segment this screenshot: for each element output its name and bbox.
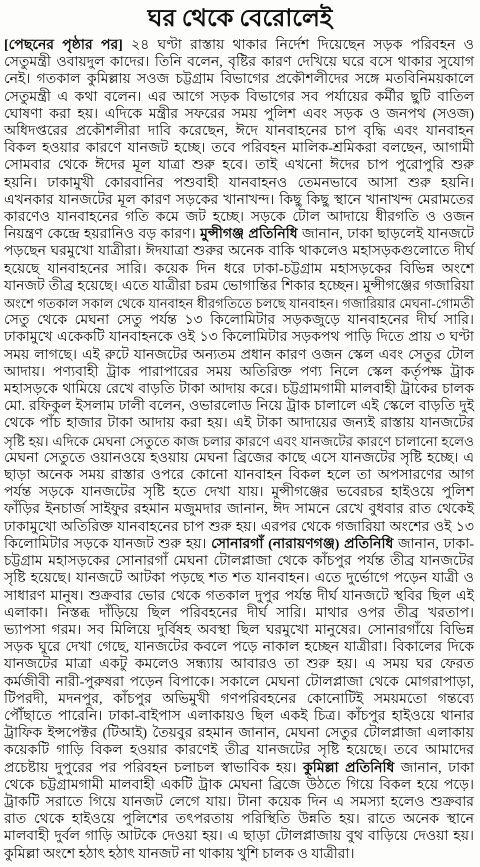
text-segment: চট্টগ্রাম মহাসড়কের সোনারগাঁ মেঘনা টোলপ্লাজা থেকে কাঁচপুর পর্যন্ত তীব্র যানজটের [4, 554, 474, 570]
text-line [4, 777, 474, 794]
text-segment: টিপরদী, মদনপুর, কাঁচপুর অভিমুখী গণপরিবহনের কোনোটিই সময়মতো গন্তব্যে [4, 691, 474, 707]
text-line [4, 106, 474, 123]
text-segment: নেই। গতকাল কুমিল্লায় সওজ চট্টগ্রাম বিভাগের প্রকৌশলীদের সঙ্গে মতবিনিময়কালে [4, 72, 474, 88]
text-line [4, 140, 474, 157]
text-segment: থেকে পাঁচ হাজার টাকা আদায় করা হয়। এই টাকা আদায়ের জন্যই রাস্তায় যানজটের [4, 416, 474, 432]
text-segment: ট্রাকটি সরাতে গিয়ে যানজট লেগে যায়। টানা কয়েক দিন এ সমস্যা হলেও শুক্রবার [4, 794, 474, 810]
text-line [4, 123, 474, 140]
text-segment: ভ্যাপসা গরম। সব মিলিয়ে দুর্বিষহ অবস্থা ছিল ঘরমুখো মানুষের। সোনারগাঁয়ে বিভিন্ন [4, 622, 474, 638]
text-segment: ২৪ ঘণ্টা রাস্তায় থাকার নির্দেশ দিয়েছেন সড়ক পরিবহন ও [122, 38, 474, 53]
text-line [4, 519, 474, 536]
text-line [4, 536, 474, 553]
text-line [4, 415, 474, 432]
emphasized-text: মুন্সীগঞ্জ প্রতিনিধি [200, 227, 298, 243]
text-segment: নিয়ন্ত্রণ কেন্দ্রে হয়রানিও বড় কারণ। [4, 227, 201, 243]
text-line [4, 639, 474, 656]
text-line [4, 467, 474, 484]
text-segment: কর্মজীবী নারী-পুরুষরা পড়েন বিপাকে। সকালে মেঘনা টোলপ্লাজা থেকে মোগরাপাড়া, [4, 674, 474, 690]
text-line [4, 398, 474, 415]
text-segment: সৃষ্টি হয়েছে। যানজটে আটকা পড়ছে শত শত যানবাহন। এতে দুর্ভোগে পড়েন যাত্রী ও [4, 571, 474, 587]
text-segment: আদায়। পণ্যবাহী ট্রাক পারাপারের সময় অতিরিক্ত পণ্য নিলে স্কেল কর্তৃপক্ষ ট্রাক [4, 364, 474, 380]
text-line [4, 364, 474, 381]
text-segment: ফাঁড়ির ইনচার্জ সাইফুর রহমান মজুমদার জানান, ঈদ সামনে রেখে বুধবার রাত থেকেই [4, 502, 474, 518]
text-segment: কারণেও যানবাহনের গতি কমে জট হচ্ছে। সড়কে টোল আদায়ে ধীরগতি ও ওজন [4, 210, 474, 226]
text-line [4, 742, 474, 759]
text-line [4, 243, 474, 260]
text-segment: মেঘনা সেতুতে ওয়ানওয়ে হওয়ায় মেঘনা ব্রিজের কাছে এসে যানজটের সৃষ্টি হচ্ছে। এ [4, 450, 474, 466]
text-segment: ঢাকামুখে একেকটি যানবাহনকে ওই ১৩ কিলোমিটার সড়কপথ পাড়ি দিতে প্রায় ৩ ঘণ্টা [4, 330, 474, 346]
text-line [4, 828, 474, 845]
text-line [4, 175, 474, 192]
text-segment: অংশে গতকাল সকাল থেকে যানবাহন ধীরগতিতে চলছে যানবাহন। গজারিয়ার মেঘনা-গোমতী [4, 296, 474, 312]
text-segment: থেকে চট্টগ্রামগামী মালবাহী একটি ট্রাক মেঘনা ব্রিজে উঠতে গিয়ে বিকল হয়ে পড়ে। [4, 777, 474, 793]
text-segment: এখনকার যানজটের মূল কারণ সড়কের খানাখন্দ। কিছু কিছু স্থানে খানাখন্দ মেরামতের [4, 192, 474, 208]
text-line [4, 846, 474, 863]
emphasized-text: কুমিল্লা প্রতিনিধি [303, 760, 395, 776]
text-segment: জানান, ঢাকা- [393, 536, 474, 552]
article-body [4, 37, 474, 863]
text-segment: কিলোমিটার সড়কে যানজট শুরু হয়। [4, 536, 212, 552]
text-line [4, 312, 474, 329]
text-segment: সময় লাগছে। এই রুটে যানজটের অন্যতম প্রধান কারণ ওজন স্কেল এবং সেতুর টোল [4, 347, 474, 363]
text-segment: সাধারণ মানুষ। শুক্রবার ভোর থেকে গতকাল দুপুর পর্যন্ত দীর্ঘ যানজটে স্থবির ছিল এই [4, 588, 474, 604]
text-line [4, 691, 474, 708]
text-line [4, 192, 474, 209]
text-segment: রাত থেকে হাইওয়ে পুলিশের তৎপরতায় পরিস্থিতি উন্নতি হয়। রাতে অনেক স্থানে [4, 812, 474, 828]
text-line [4, 226, 474, 243]
emphasized-text: [পেছনের পৃষ্ঠার পর] [4, 38, 123, 53]
text-segment: যানজট তীব্র হয়েছে। এতে যাত্রীরা চরম ভোগান্তির শিকার হচ্ছেন। মুন্সীগঞ্জের গজারিয়া [4, 278, 474, 294]
text-line [4, 157, 474, 174]
text-segment: পৌঁছাতে পারেনি। ঢাকা-বাইপাস এলাকায়ও ছিল একই চিত্র। কাঁচপুর হাইওয়ে থানার [4, 708, 474, 724]
text-segment: পর্যন্ত সড়কে যানজটের সৃষ্টি হতে দেখা যায়। মুন্সীগঞ্জের ভবেরচর হাইওয়ে পুলিশ [4, 485, 474, 501]
text-line [4, 329, 474, 346]
text-line [4, 725, 474, 742]
text-line [4, 381, 474, 398]
text-segment: এলাকা। নিস্তব্ধ দাঁড়িয়ে ছিল পরিবহনের দীর্ঘ সারি। মাথার ওপর তীব্র খরতাপ। [4, 605, 474, 621]
text-segment: পড়ছেন ঘরমুখো যাত্রীরা। ঈদযাত্রা শুরুর অনেক বাকি থাকলেও মহাসড়কগুলোতে দীর্ঘ [4, 244, 474, 260]
text-line [4, 811, 474, 828]
text-line [4, 570, 474, 587]
text-line [4, 622, 474, 639]
text-line [4, 433, 474, 450]
text-line [4, 71, 474, 88]
text-segment: ট্রাফিক ইন্সপেক্টর (টিআই) তৈয়বুর রহমান জানান, মেঘনা সেতুর টোলপ্লাজা এলাকায় [4, 726, 474, 742]
text-segment: বিকল হওয়ার কারণে যানজট হচ্ছে। তবে পরিবহন মালিক-শ্রমিকরা বলছেন, আগামী [4, 141, 474, 157]
text-line [4, 501, 474, 518]
text-line [4, 261, 474, 278]
text-line [4, 295, 474, 312]
text-segment: কয়েকটি গাড়ি বিকল হওয়ার কারণেই তীব্র যানজটের সৃষ্টি হয়েছে। তবে আমাদের [4, 743, 474, 759]
text-segment: মহাসড়কে থামিয়ে রেখে বাড়তি টাকা আদায় করে। চট্টগ্রামগামী মালবাহী ট্রাকের চালক [4, 382, 474, 398]
text-line [4, 37, 474, 54]
text-segment: সেতুমন্ত্রী ওবায়দুল কাদের। তিনি বলেন, বৃষ্টির কারণ দেখিয়ে ঘরে বসে থাকার সুযোগ [4, 55, 474, 71]
text-line [4, 347, 474, 364]
text-segment: যানজটের মাত্রা একটু কমলেও সন্ধ্যায় আবারও তা শুরু হয়। এ সময় ঘর ফেরত [4, 657, 474, 673]
text-line [4, 484, 474, 501]
text-segment: সড়ক ঘুরে দেখা গেছে, যানজটের কবলে পড়ে নাকাল হচ্ছেন যাত্রীরা। বিকালের দিকে [4, 640, 474, 656]
text-segment: অধিদপ্তরের প্রকৌশলীরা দাবি করেছেন, ঈদে যানবাহনের চাপ বৃদ্ধি এবং যানবাহন [4, 124, 474, 140]
text-line [4, 588, 474, 605]
text-line [4, 605, 474, 622]
text-segment: ঘোষণা করা হয়। এদিকে মন্ত্রীর সফরের সময় পুলিশ এবং সড়ক ও জনপথ (সওজ) [4, 106, 474, 122]
text-segment: সেতু থেকে মেঘনা সেতু পর্যন্ত ১৩ কিলোমিটার সড়কজুড়ে যানবাহনের দীর্ঘ সারি। [4, 313, 474, 329]
text-segment: সোমবার থেকে ঈদের মূল যাত্রা শুরু হবে। তাই এখনো ঈদের চাপ পুরোপুরি শুরু [4, 158, 474, 174]
text-segment: প্রচেষ্টায় দুপুরের পর পরিবহন চলাচল স্বাভাবিক হয়। [4, 760, 304, 776]
text-line [4, 89, 474, 106]
emphasized-text: সোনারগাঁ (নারায়ণগঞ্জ) প্রতিনিধি [211, 536, 394, 552]
text-segment: ছাড়া অনেক সময় রাস্তার ওপরে কোনো যানবাহন বিকল হলে তা অপসারণের আগ [4, 468, 474, 484]
text-line [4, 450, 474, 467]
text-segment: হয়নি। ঢাকামুখী কোরবানির পশুবাহী যানবাহনও তেমনভাবে আসা শুরু হয়নি। [4, 175, 474, 191]
text-segment: মালবাহী দুর্বল গাড়ি আটকে দেওয়া হয়। এ ছাড়া টোলপ্লাজায় বুথ বাড়িয়ে দেওয়া হয়। [4, 829, 474, 845]
text-segment: সেতুমন্ত্রী এ কথা বলেন। এর আগে সড়ক বিভাগের সব পর্যায়ের কর্মীর ছুটি বাতিল [4, 89, 474, 105]
text-line [4, 794, 474, 811]
text-segment: হয়েছে যানবাহনের সারি। কয়েক দিন ধরে ঢাকা-চট্টগ্রাম মহাসড়কের বিভিন্ন অংশে [4, 261, 474, 277]
text-segment: জানান, ঢাকা [394, 760, 475, 776]
text-segment: সৃষ্টি হয়। এদিকে মেঘনা সেতুতে কাজ চলার কারণে এবং যানজটের কারণে চালানো হলেও [4, 433, 474, 449]
text-line [4, 708, 474, 725]
text-segment: কুমিল্লা অংশে হঠাৎ হঠাৎ যানজট না থাকায় খুশি চালক ও যাত্রীরা। [4, 846, 355, 862]
text-line [4, 209, 474, 226]
text-line [4, 674, 474, 691]
text-line [4, 278, 474, 295]
headline: ঘর থেকে বেরোলেই [147, 6, 333, 32]
text-segment: ঢাকামুখো অতিরিক্ত যানবাহনের চাপ শুরু হয়। এরপর থেকে গজারিয়া অংশের ওই ১৩ [4, 519, 474, 535]
text-segment: মো. রফিকুল ইসলাম ঢালী বলেন, ওভারলোড নিয়ে ট্রাক চালালে এই স্কেলে বাড়তি দুই [4, 399, 474, 415]
text-line [4, 54, 474, 71]
text-segment: জানান, ঢাকা ছাড়লেই যানজটে [297, 227, 475, 243]
text-line [4, 656, 474, 673]
text-line [4, 760, 474, 777]
text-line [4, 553, 474, 570]
